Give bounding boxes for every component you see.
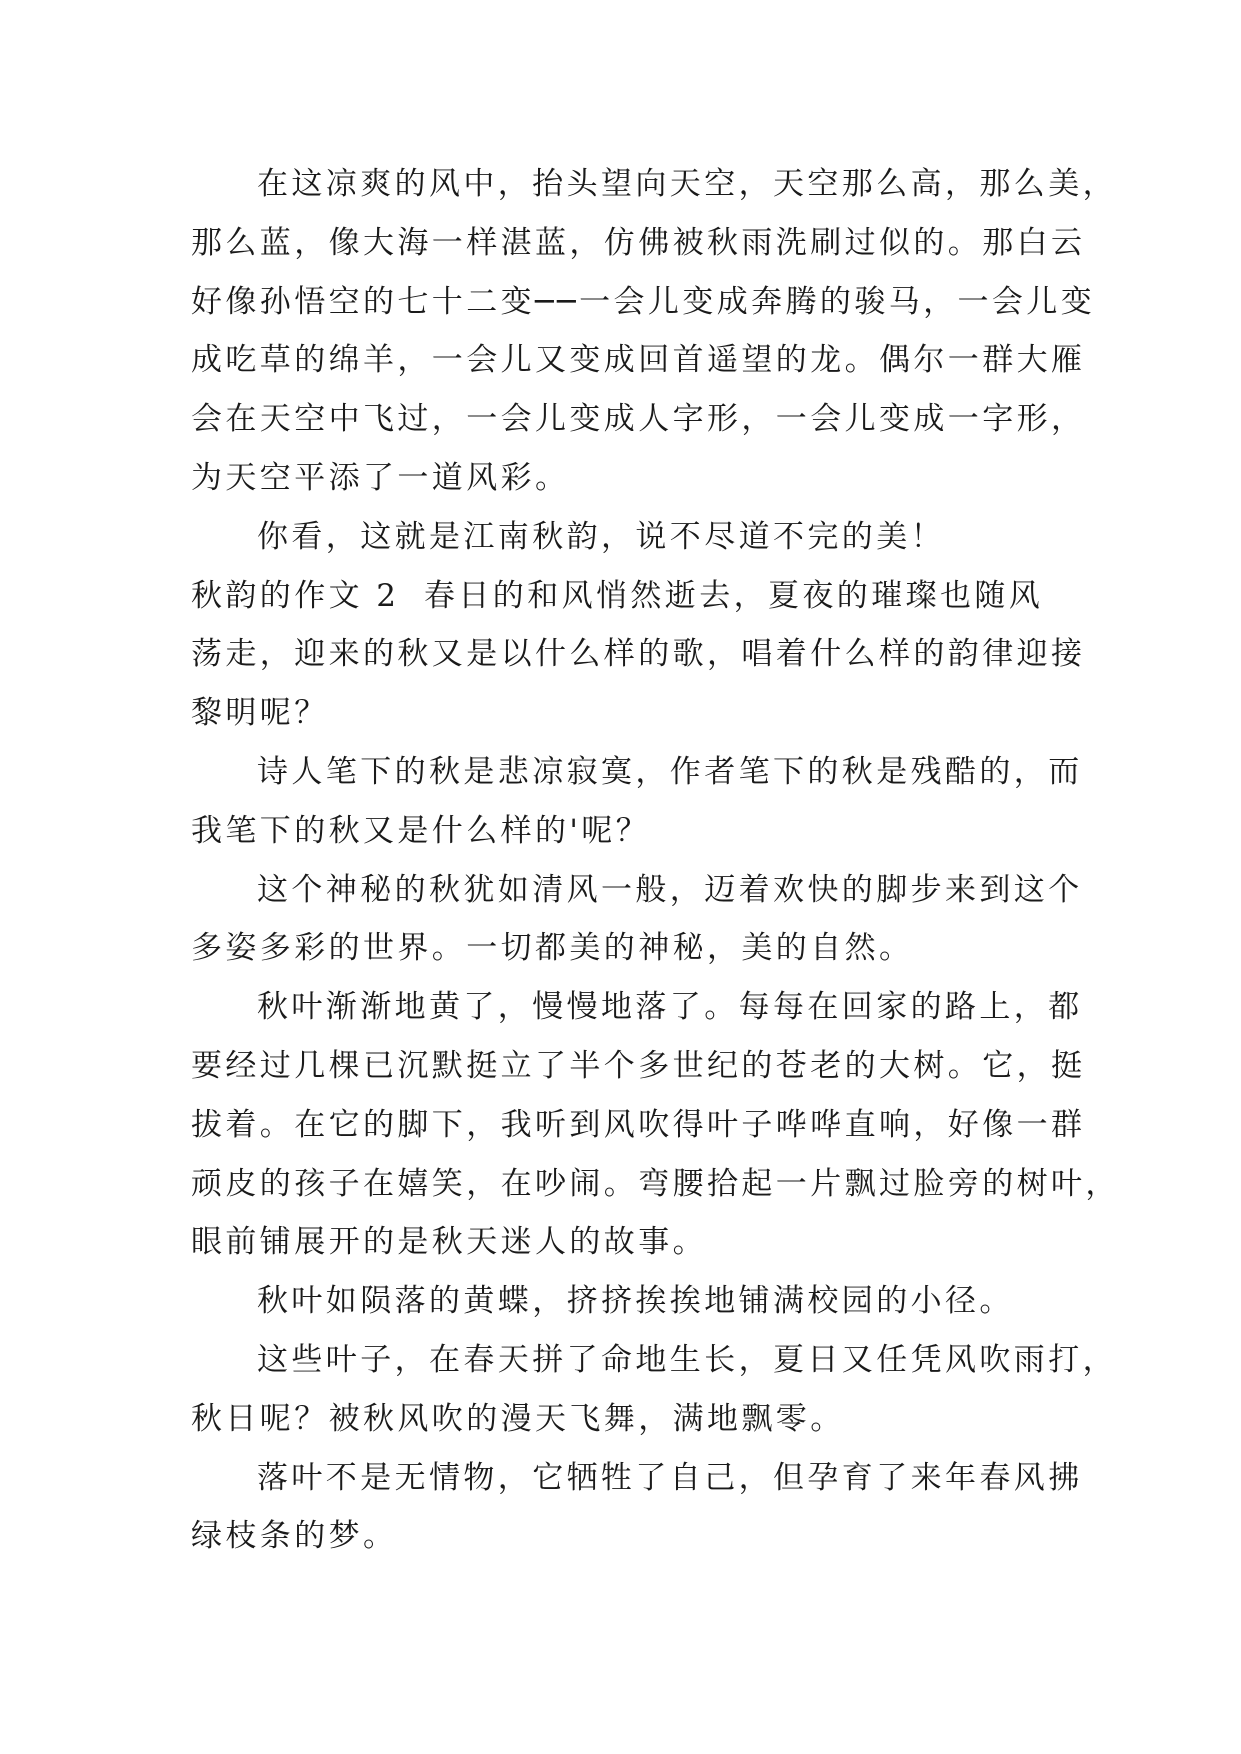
paragraph-line: 黎明呢？ [191,695,329,732]
essay-body [191,155,1120,1566]
heading-line [191,567,1051,626]
paragraph-line: 落叶不是无情物，它牺牲了自己，但孕育了来年春风拂 [257,1459,1083,1496]
paragraph-line: 这个神秘的秋犹如清风一般，迈着欢快的脚步来到这个 [257,871,1083,908]
paragraph-line: 眼前铺展开的是秋天迷人的故事。 [191,1224,707,1261]
paragraph-line: 拔着。在它的脚下，我听到风吹得叶子哗哗直响，好像一群 [191,1106,1086,1143]
paragraph-line: 这些叶子，在春天拼了命地生长，夏日又任凭风吹雨打， [257,1341,1117,1378]
paragraph-line-text: 春日的和风悄然逝去，夏夜的璀璨也随风 [424,577,1044,614]
paragraph-line: 秋叶如陨落的黄蝶，挤挤挨挨地铺满校园的小径。 [257,1283,1014,1320]
paragraph-line: 那么蓝，像大海一样湛蓝，仿佛被秋雨洗刷过似的。那白云 [191,224,1086,261]
paragraph-line: 顽皮的孩子在嬉笑，在吵闹。弯腰拾起一片飘过脸旁的树叶， [191,1165,1120,1202]
paragraph-line: 会在天空中飞过，一会儿变成人字形，一会儿变成一字形， [191,401,1086,438]
paragraph-line: 秋叶渐渐地黄了，慢慢地落了。每每在回家的路上，都 [257,989,1083,1026]
paragraph-line: 秋日呢？被秋风吹的漫天飞舞，满地飘零。 [191,1400,845,1437]
essay-title: 秋韵的作文 2 [191,577,400,614]
paragraph-line: 诗人笔下的秋是悲凉寂寞，作者笔下的秋是残酷的，而 [257,753,1083,790]
paragraph-line: 成吃草的绵羊，一会儿又变成回首遥望的龙。偶尔一群大雁 [191,342,1086,379]
paragraph-line: 为天空平添了一道风彩。 [191,459,570,496]
paragraph-line: 要经过几棵已沉默挺立了半个多世纪的苍老的大树。它，挺 [191,1047,1086,1084]
paragraph-line: 好像孙悟空的七十二变──一会儿变成奔腾的骏马，一会儿变 [191,283,1096,320]
paragraph-line: 我笔下的秋又是什么样的'呢？ [191,812,651,849]
paragraph-line: 你看，这就是江南秋韵，说不尽道不完的美！ [257,518,945,555]
paragraph-line: 荡走，迎来的秋又是以什么样的歌，唱着什么样的韵律迎接 [191,636,1086,673]
paragraph-line: 绿枝条的梦。 [191,1518,398,1555]
paragraph-line: 在这凉爽的风中，抬头望向天空，天空那么高，那么美， [257,166,1117,202]
paragraph-line: 多姿多彩的世界。一切都美的神秘，美的自然。 [191,930,914,967]
